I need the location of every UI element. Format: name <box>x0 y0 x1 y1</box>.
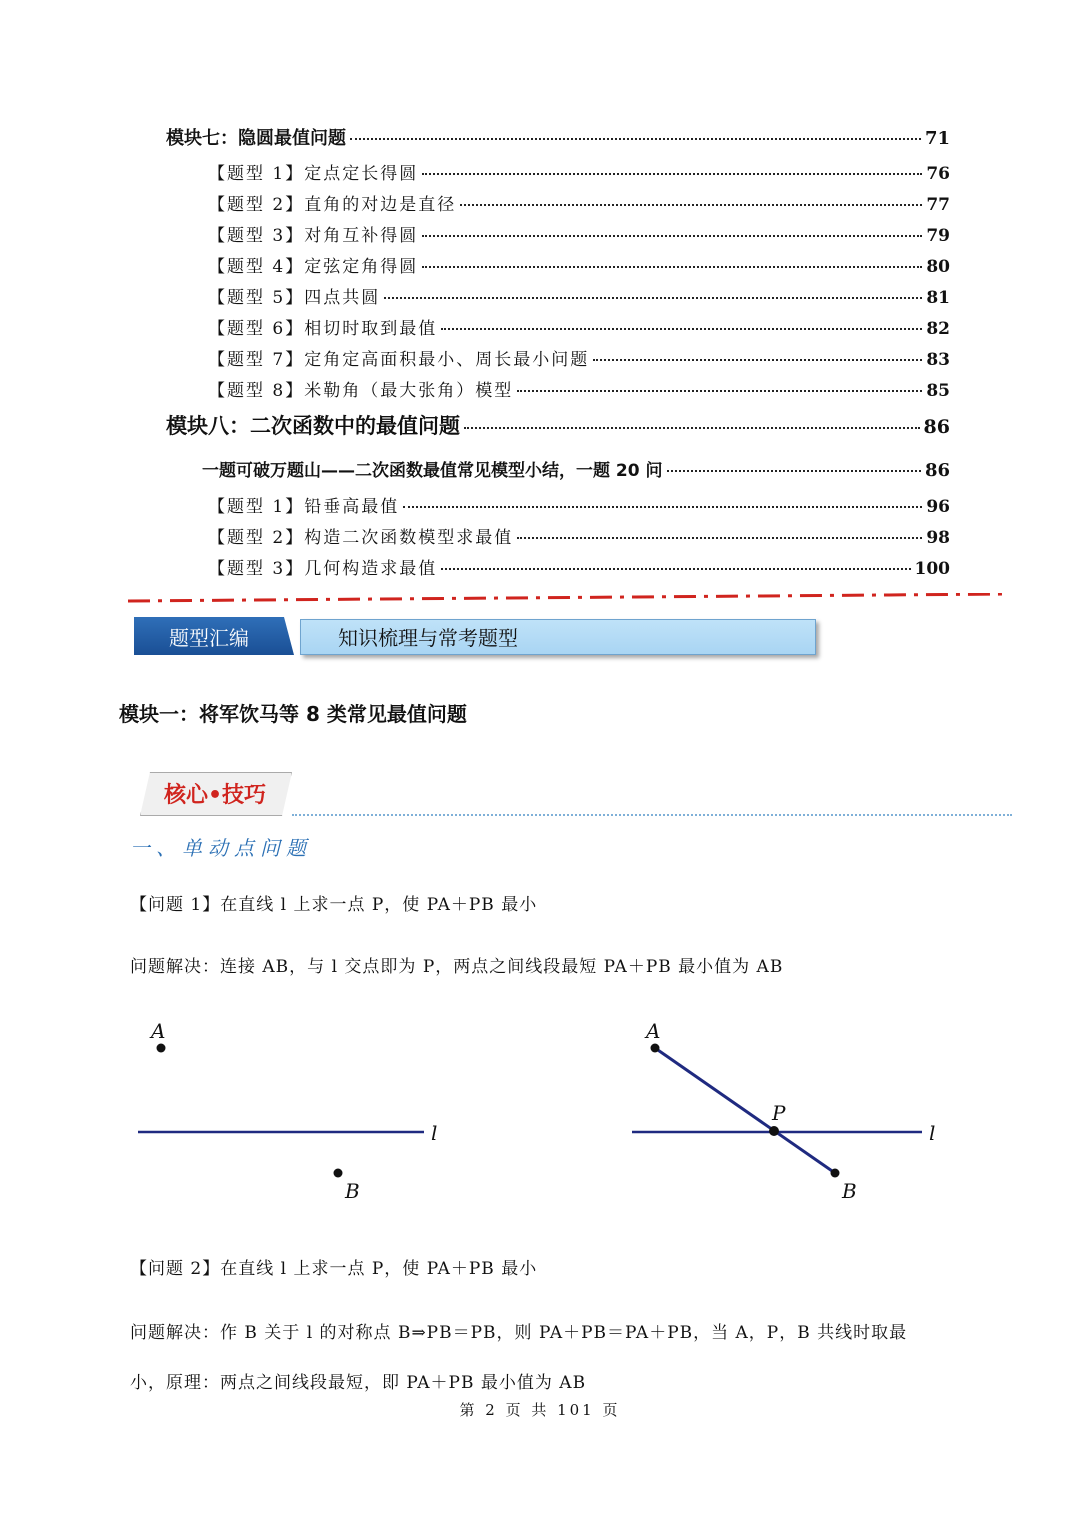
skill-tag-label: 核心•技巧 <box>163 782 267 808</box>
toc-page-number: 82 <box>926 319 950 339</box>
label-l: l <box>431 1121 438 1145</box>
toc-label: 【题型 5】四点共圆 <box>208 288 381 308</box>
toc-leader-dots <box>403 506 922 508</box>
toc-page-number: 100 <box>914 559 950 579</box>
point-a-dot <box>651 1044 660 1053</box>
red-dashdot-separator <box>128 593 1008 605</box>
label-a: A <box>646 1019 661 1043</box>
toc-page-number: 86 <box>924 460 950 481</box>
toc-leader-dots <box>460 204 922 206</box>
toc-label: 【题型 4】定弦定角得圆 <box>208 257 419 277</box>
toc-entry[interactable] <box>208 376 950 401</box>
toc-entry[interactable] <box>208 314 950 339</box>
skill-dotted-rule <box>292 814 1012 816</box>
toc-page-number: 76 <box>926 164 950 184</box>
toc-leader-dots <box>593 359 922 361</box>
toc-leader-dots <box>517 390 922 392</box>
problem2-solution-line2: 小，原理：两点之间线段最短，即 PA＋PB 最小值为 AB <box>130 1373 587 1393</box>
point-p-dot <box>769 1126 779 1136</box>
toc-page-number: 83 <box>926 350 950 370</box>
toc-entry-module8[interactable] <box>166 410 950 440</box>
toc-leader-dots <box>422 266 922 268</box>
toc-label: 【题型 3】几何构造求最值 <box>208 559 438 579</box>
toc-leader-dots <box>422 235 922 237</box>
toc-leader-dots <box>384 297 922 299</box>
toc-leader-dots <box>517 537 922 539</box>
toc-entry[interactable] <box>208 345 950 370</box>
toc-label: 一题可破万题山——二次函数最值常见模型小结，一题 20 问 <box>202 461 663 481</box>
segment-ab <box>655 1048 835 1173</box>
toc-label: 【题型 7】定角定高面积最小、周长最小问题 <box>208 350 590 370</box>
label-l: l <box>929 1121 936 1145</box>
toc-entry[interactable] <box>208 252 950 277</box>
toc-leader-dots <box>441 328 922 330</box>
toc-entry[interactable] <box>208 221 950 246</box>
toc-entry-module8-sub[interactable] <box>202 456 950 481</box>
toc-leader-dots <box>464 427 920 429</box>
toc-page-number: 79 <box>926 226 950 246</box>
toc-leader-dots <box>441 568 910 570</box>
banner-left-label: 题型汇编 <box>169 625 249 650</box>
problem2-statement: 【问题 2】在直线 l 上求一点 P，使 PA＋PB 最小 <box>130 1259 538 1279</box>
toc-entry[interactable] <box>208 159 950 184</box>
toc-entry[interactable] <box>208 190 950 215</box>
section-heading: 一、单动点问题 <box>130 836 312 860</box>
figure-left <box>120 1010 460 1210</box>
toc-label: 模块八：二次函数中的最值问题 <box>166 414 460 438</box>
label-b: B <box>345 1179 360 1203</box>
toc-page-number: 80 <box>926 257 950 277</box>
toc-entry-module7[interactable] <box>166 124 950 150</box>
toc-entry[interactable] <box>208 523 950 548</box>
toc-leader-dots <box>350 138 921 140</box>
point-a-dot <box>157 1044 166 1053</box>
problem1-statement: 【问题 1】在直线 l 上求一点 P，使 PA＋PB 最小 <box>130 895 538 915</box>
toc-label: 【题型 2】构造二次函数模型求最值 <box>208 528 514 548</box>
toc-page-number: 85 <box>926 381 950 401</box>
toc-label: 【题型 8】米勒角（最大张角）模型 <box>208 381 514 401</box>
label-p: P <box>772 1101 786 1125</box>
label-a: A <box>151 1019 166 1043</box>
figure-right <box>620 1010 960 1210</box>
toc-page-number: 77 <box>926 195 950 215</box>
toc-page-number: 86 <box>923 416 950 438</box>
toc-label: 模块七：隐圆最值问题 <box>166 128 346 149</box>
toc-page-number: 81 <box>926 288 950 308</box>
toc-entry[interactable] <box>208 492 950 517</box>
toc-page-number: 98 <box>926 528 950 548</box>
toc-page-number: 71 <box>924 128 950 149</box>
banner-right-label: 知识梳理与常考题型 <box>338 625 518 650</box>
toc-label: 【题型 1】定点定长得圆 <box>208 164 419 184</box>
problem2-solution-line1: 问题解决：作 B 关于 l 的对称点 B⇒PB＝PB，则 PA＋PB＝PA＋PB，当 A，P，B 共线时取最 <box>130 1323 908 1343</box>
toc-leader-dots <box>422 173 922 175</box>
problem1-solution: 问题解决：连接 AB，与 l 交点即为 P，两点之间线段最短 PA＋PB 最小值为 AB <box>130 957 784 977</box>
module1-title: 模块一：将军饮马等 8 类常见最值问题 <box>119 702 467 726</box>
point-b-dot <box>831 1169 840 1178</box>
label-b: B <box>842 1179 857 1203</box>
page-footer: 第 2 页 共 101 页 <box>459 1401 621 1419</box>
toc-label: 【题型 1】铅垂高最值 <box>208 497 400 517</box>
toc-label: 【题型 2】直角的对边是直径 <box>208 195 457 215</box>
toc-page-number: 96 <box>926 497 950 517</box>
toc-entry[interactable] <box>208 554 950 579</box>
point-b-dot <box>334 1169 343 1178</box>
toc-leader-dots <box>667 470 921 472</box>
toc-label: 【题型 3】对角互补得圆 <box>208 226 419 246</box>
toc-entry[interactable] <box>208 283 950 308</box>
toc-label: 【题型 6】相切时取到最值 <box>208 319 438 339</box>
